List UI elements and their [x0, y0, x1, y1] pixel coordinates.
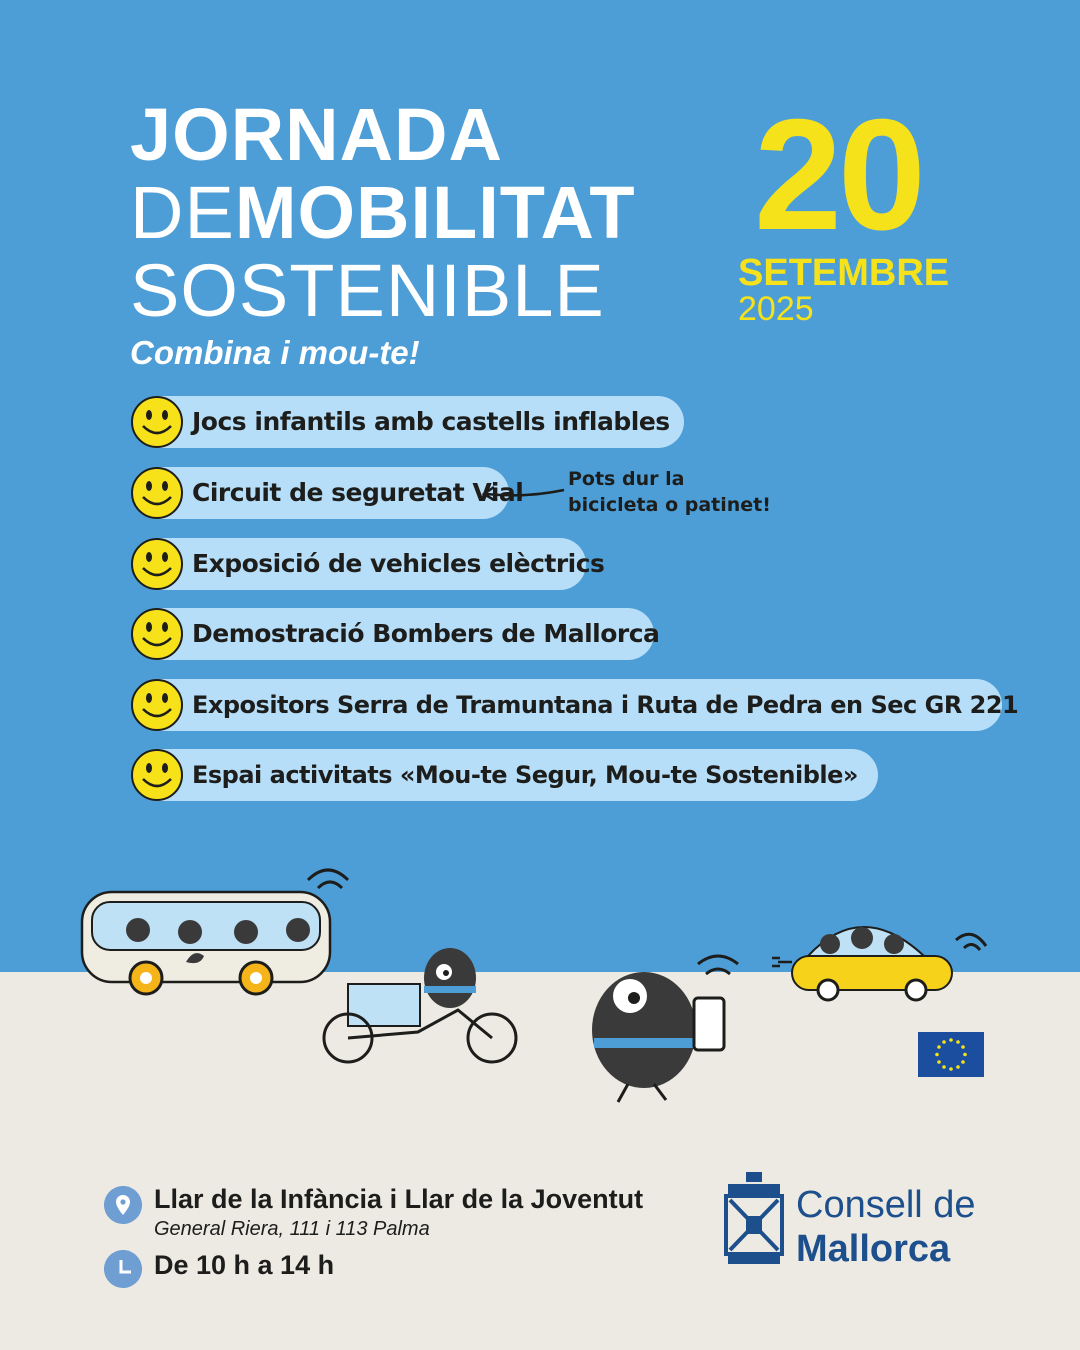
title-line-2	[130, 171, 636, 254]
activity-label: Expositors Serra de Tramuntana i Ruta de Pedra en Sec GR 221	[192, 691, 1019, 719]
smiley-icon	[130, 395, 184, 449]
smiley-icon	[130, 607, 184, 661]
electric-car-illustration	[768, 906, 998, 1006]
consell-logo	[724, 1172, 976, 1273]
logo-line-2: Mallorca	[796, 1228, 951, 1270]
venue-name: Llar de la Infància i Llar de la Joventut	[154, 1184, 644, 1214]
activity-label: Espai activitats «Mou-te Segur, Mou-te Sostenible»	[192, 761, 858, 789]
event-date	[738, 87, 950, 328]
activity-label: Jocs infantils amb castells inflables	[192, 407, 670, 436]
cargo-bike-illustration	[318, 940, 522, 1065]
activity-label: Circuit de seguretat Vial	[192, 478, 524, 507]
date-day: 20	[754, 87, 922, 263]
venue-address: General Riera, 111 i 113 Palma	[154, 1218, 430, 1240]
location-pin-icon	[104, 1186, 142, 1224]
note-line-1: Pots dur la	[568, 468, 685, 490]
date-year: 2025	[738, 290, 814, 328]
event-title	[130, 93, 636, 371]
smiley-icon	[130, 748, 184, 802]
logo-text	[796, 1186, 976, 1268]
note-line-2: bicicleta o patinet!	[568, 494, 771, 516]
date-month: SETEMBRE	[738, 252, 950, 294]
tagline: Combina i mou-te!	[130, 334, 420, 371]
consell-crest-icon	[724, 1172, 784, 1268]
note-arrow-icon	[476, 478, 566, 508]
eu-flag-icon	[918, 1032, 984, 1077]
walker-phone-illustration	[582, 950, 752, 1110]
smiley-icon	[130, 678, 184, 732]
title-line-1: JORNADA	[130, 93, 503, 176]
title-line-2-bold: MOBILITAT	[234, 171, 636, 254]
logo-line-1: Consell de	[796, 1184, 976, 1226]
title-line-3: SOSTENIBLE	[130, 249, 605, 332]
title-line-2-thin: DE	[130, 171, 235, 254]
event-hours: De 10 h a 14 h	[154, 1250, 335, 1280]
activity-label: Demostració Bombers de Mallorca	[192, 619, 660, 648]
smiley-icon	[130, 537, 184, 591]
clock-icon	[104, 1250, 142, 1288]
smiley-icon	[130, 466, 184, 520]
ground-background	[0, 972, 1080, 1350]
handwritten-note	[568, 466, 771, 518]
activity-label: Exposició de vehicles elèctrics	[192, 549, 605, 578]
